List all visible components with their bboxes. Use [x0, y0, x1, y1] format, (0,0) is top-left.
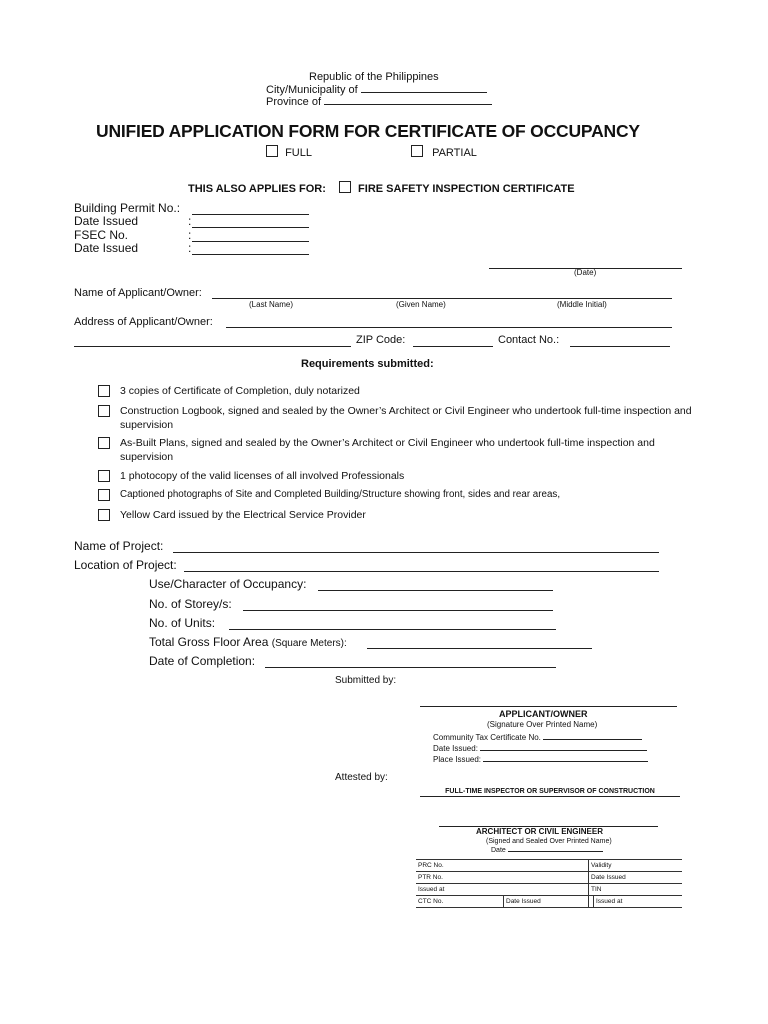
place-issued-label: Place Issued: — [433, 755, 482, 764]
date-caption: (Date) — [574, 268, 597, 277]
requirement-checkbox[interactable] — [98, 470, 110, 482]
form-title: UNIFIED APPLICATION FORM FOR CERTIFICATE OF OCCUPANCY — [96, 121, 640, 141]
requirement-text: As-Built Plans, signed and sealed by the Owner’s Architect or Civil Engineer who undertook full-time inspection and supervision — [120, 437, 655, 463]
table-row — [416, 884, 682, 896]
units-input[interactable] — [229, 615, 556, 630]
given-name-caption: (Given Name) — [396, 300, 446, 309]
city-field — [266, 84, 487, 96]
completion-date-label: Date of Completion: — [149, 654, 256, 668]
date-issued-label-2: Date Issued — [74, 241, 139, 255]
also-applies-label: THIS ALSO APPLIES FOR: — [188, 183, 326, 195]
ctc-no-input[interactable] — [543, 739, 642, 740]
province-label: Province of — [266, 96, 322, 108]
requirement-text: Yellow Card issued by the Electrical Service Provider — [120, 509, 366, 521]
city-input-line[interactable] — [361, 92, 487, 93]
submitted-date-issued-label: Date Issued: — [433, 744, 478, 753]
submitted-date-issued-input[interactable] — [480, 750, 647, 751]
applicant-signature-note: (Signature Over Printed Name) — [487, 720, 598, 729]
gfa-label-text: Total Gross Floor Area — [149, 635, 269, 649]
place-issued-field — [433, 755, 648, 764]
applicant-name-label: Name of Applicant/Owner: — [74, 287, 202, 299]
partial-checkbox[interactable] — [411, 145, 423, 157]
requirements-heading: Requirements submitted: — [301, 358, 434, 370]
requirement-text: Construction Logbook, signed and sealed by the Owner’s Architect or Civil Engineer who undertook full-time inspection and supervision — [120, 405, 692, 431]
storeys-label: No. of Storey/s: — [149, 597, 232, 611]
fsic-label: FIRE SAFETY INSPECTION CERTIFICATE — [358, 183, 575, 195]
date-issued-colon-2: : — [188, 241, 192, 255]
full-label: FULL — [285, 147, 312, 159]
requirement-checkbox[interactable] — [98, 405, 110, 417]
partial-label: PARTIAL — [432, 147, 477, 159]
gfa-unit: (Square Meters): — [271, 638, 347, 649]
contact-no-input[interactable] — [570, 333, 670, 347]
project-location-label: Location of Project: — [74, 558, 177, 572]
address-line-2-input[interactable] — [74, 333, 351, 347]
engineer-date-field — [491, 847, 603, 854]
date-issued-input-2[interactable] — [192, 241, 309, 255]
ctc-no-label: Community Tax Certificate No. — [433, 733, 541, 742]
zip-code-input[interactable] — [413, 333, 493, 347]
applicant-address-label: Address of Applicant/Owner: — [74, 316, 213, 328]
option-partial[interactable] — [411, 145, 477, 159]
project-name-input[interactable] — [173, 538, 659, 553]
ctc-no-field — [433, 733, 642, 742]
attested-by-label: Attested by: — [335, 772, 388, 783]
applicant-signature-line[interactable] — [420, 696, 677, 707]
ctc-date-issued-cell[interactable]: Date Issued — [504, 896, 589, 908]
date-issued-input-1[interactable] — [192, 214, 309, 228]
project-location-input[interactable] — [184, 557, 659, 572]
applicant-owner-role: APPLICANT/OWNER — [499, 709, 588, 719]
requirement-text: 1 photocopy of the valid licenses of all involved Professionals — [120, 470, 405, 482]
units-label: No. of Units: — [149, 616, 216, 630]
submitted-date-issued-field — [433, 744, 647, 753]
gfa-label — [149, 635, 347, 649]
requirement-text: Captioned photographs of Site and Completed Building/Structure showing front, sides and rear areas, — [120, 489, 561, 500]
applicant-name-input[interactable] — [212, 285, 672, 299]
building-permit-input[interactable] — [192, 201, 309, 215]
date-input[interactable] — [489, 254, 682, 269]
prc-no-cell[interactable]: PRC No. — [416, 860, 589, 872]
table-row — [416, 896, 682, 908]
table-row — [416, 872, 682, 884]
contact-no-label: Contact No.: — [498, 334, 560, 346]
option-full[interactable] — [266, 145, 312, 159]
requirement-checkbox[interactable] — [98, 509, 110, 521]
engineer-role: ARCHITECT OR CIVIL ENGINEER — [476, 827, 603, 836]
issued-at-cell[interactable]: Issued at — [416, 884, 589, 896]
zip-code-label: ZIP Code: — [356, 334, 406, 346]
republic-header: Republic of the Philippines — [309, 71, 439, 83]
fsec-no-colon: : — [188, 228, 192, 242]
inspector-role: FULL-TIME INSPECTOR OR SUPERVISOR OF CONSTRUCTION — [420, 788, 680, 797]
city-label: City/Municipality of — [266, 84, 358, 96]
engineer-date-input[interactable] — [508, 851, 603, 852]
table-row — [416, 860, 682, 872]
fsec-no-input[interactable] — [192, 228, 309, 242]
date-issued-label-1: Date Issued — [74, 214, 139, 228]
last-name-caption: (Last Name) — [249, 300, 294, 309]
project-name-label: Name of Project: — [74, 539, 164, 553]
date-issued-colon-1: : — [188, 214, 192, 228]
requirement-checkbox[interactable] — [98, 437, 110, 449]
province-input-line[interactable] — [324, 104, 492, 105]
fsec-no-label: FSEC No. — [74, 228, 129, 242]
requirement-text: 3 copies of Certificate of Completion, duly notarized — [120, 385, 360, 397]
gfa-input[interactable] — [367, 634, 592, 649]
province-field — [266, 96, 492, 108]
also-applies-row — [188, 181, 575, 195]
middle-initial-caption: (Middle Initial) — [557, 300, 607, 309]
validity-cell[interactable]: Validity — [589, 860, 683, 872]
ptr-no-cell[interactable]: PTR No. — [416, 872, 589, 884]
engineer-date-label: Date — [491, 847, 506, 854]
submitted-by-label: Submitted by: — [335, 675, 397, 686]
requirement-checkbox[interactable] — [98, 489, 110, 501]
completion-date-input[interactable] — [265, 653, 556, 668]
requirement-checkbox[interactable] — [98, 385, 110, 397]
credentials-table — [416, 859, 682, 908]
occupancy-use-input[interactable] — [318, 576, 553, 591]
place-issued-input[interactable] — [483, 761, 648, 762]
storeys-input[interactable] — [243, 596, 553, 611]
ptr-date-issued-cell[interactable]: Date Issued — [589, 872, 683, 884]
applicant-address-input[interactable] — [226, 314, 672, 328]
occupancy-use-label: Use/Character of Occupancy: — [149, 577, 307, 591]
tin-cell[interactable]: TIN — [589, 884, 683, 896]
ctc-no-cell[interactable]: CTC No. — [416, 896, 504, 908]
engineer-signature-note: (Signed and Sealed Over Printed Name) — [486, 838, 612, 845]
ctc-issued-at-cell[interactable]: Issued at — [594, 896, 683, 908]
full-checkbox[interactable] — [266, 145, 278, 157]
building-permit-label: Building Permit No.: — [74, 201, 181, 215]
engineer-signature-line[interactable] — [439, 816, 658, 827]
fsic-checkbox[interactable] — [339, 181, 351, 193]
